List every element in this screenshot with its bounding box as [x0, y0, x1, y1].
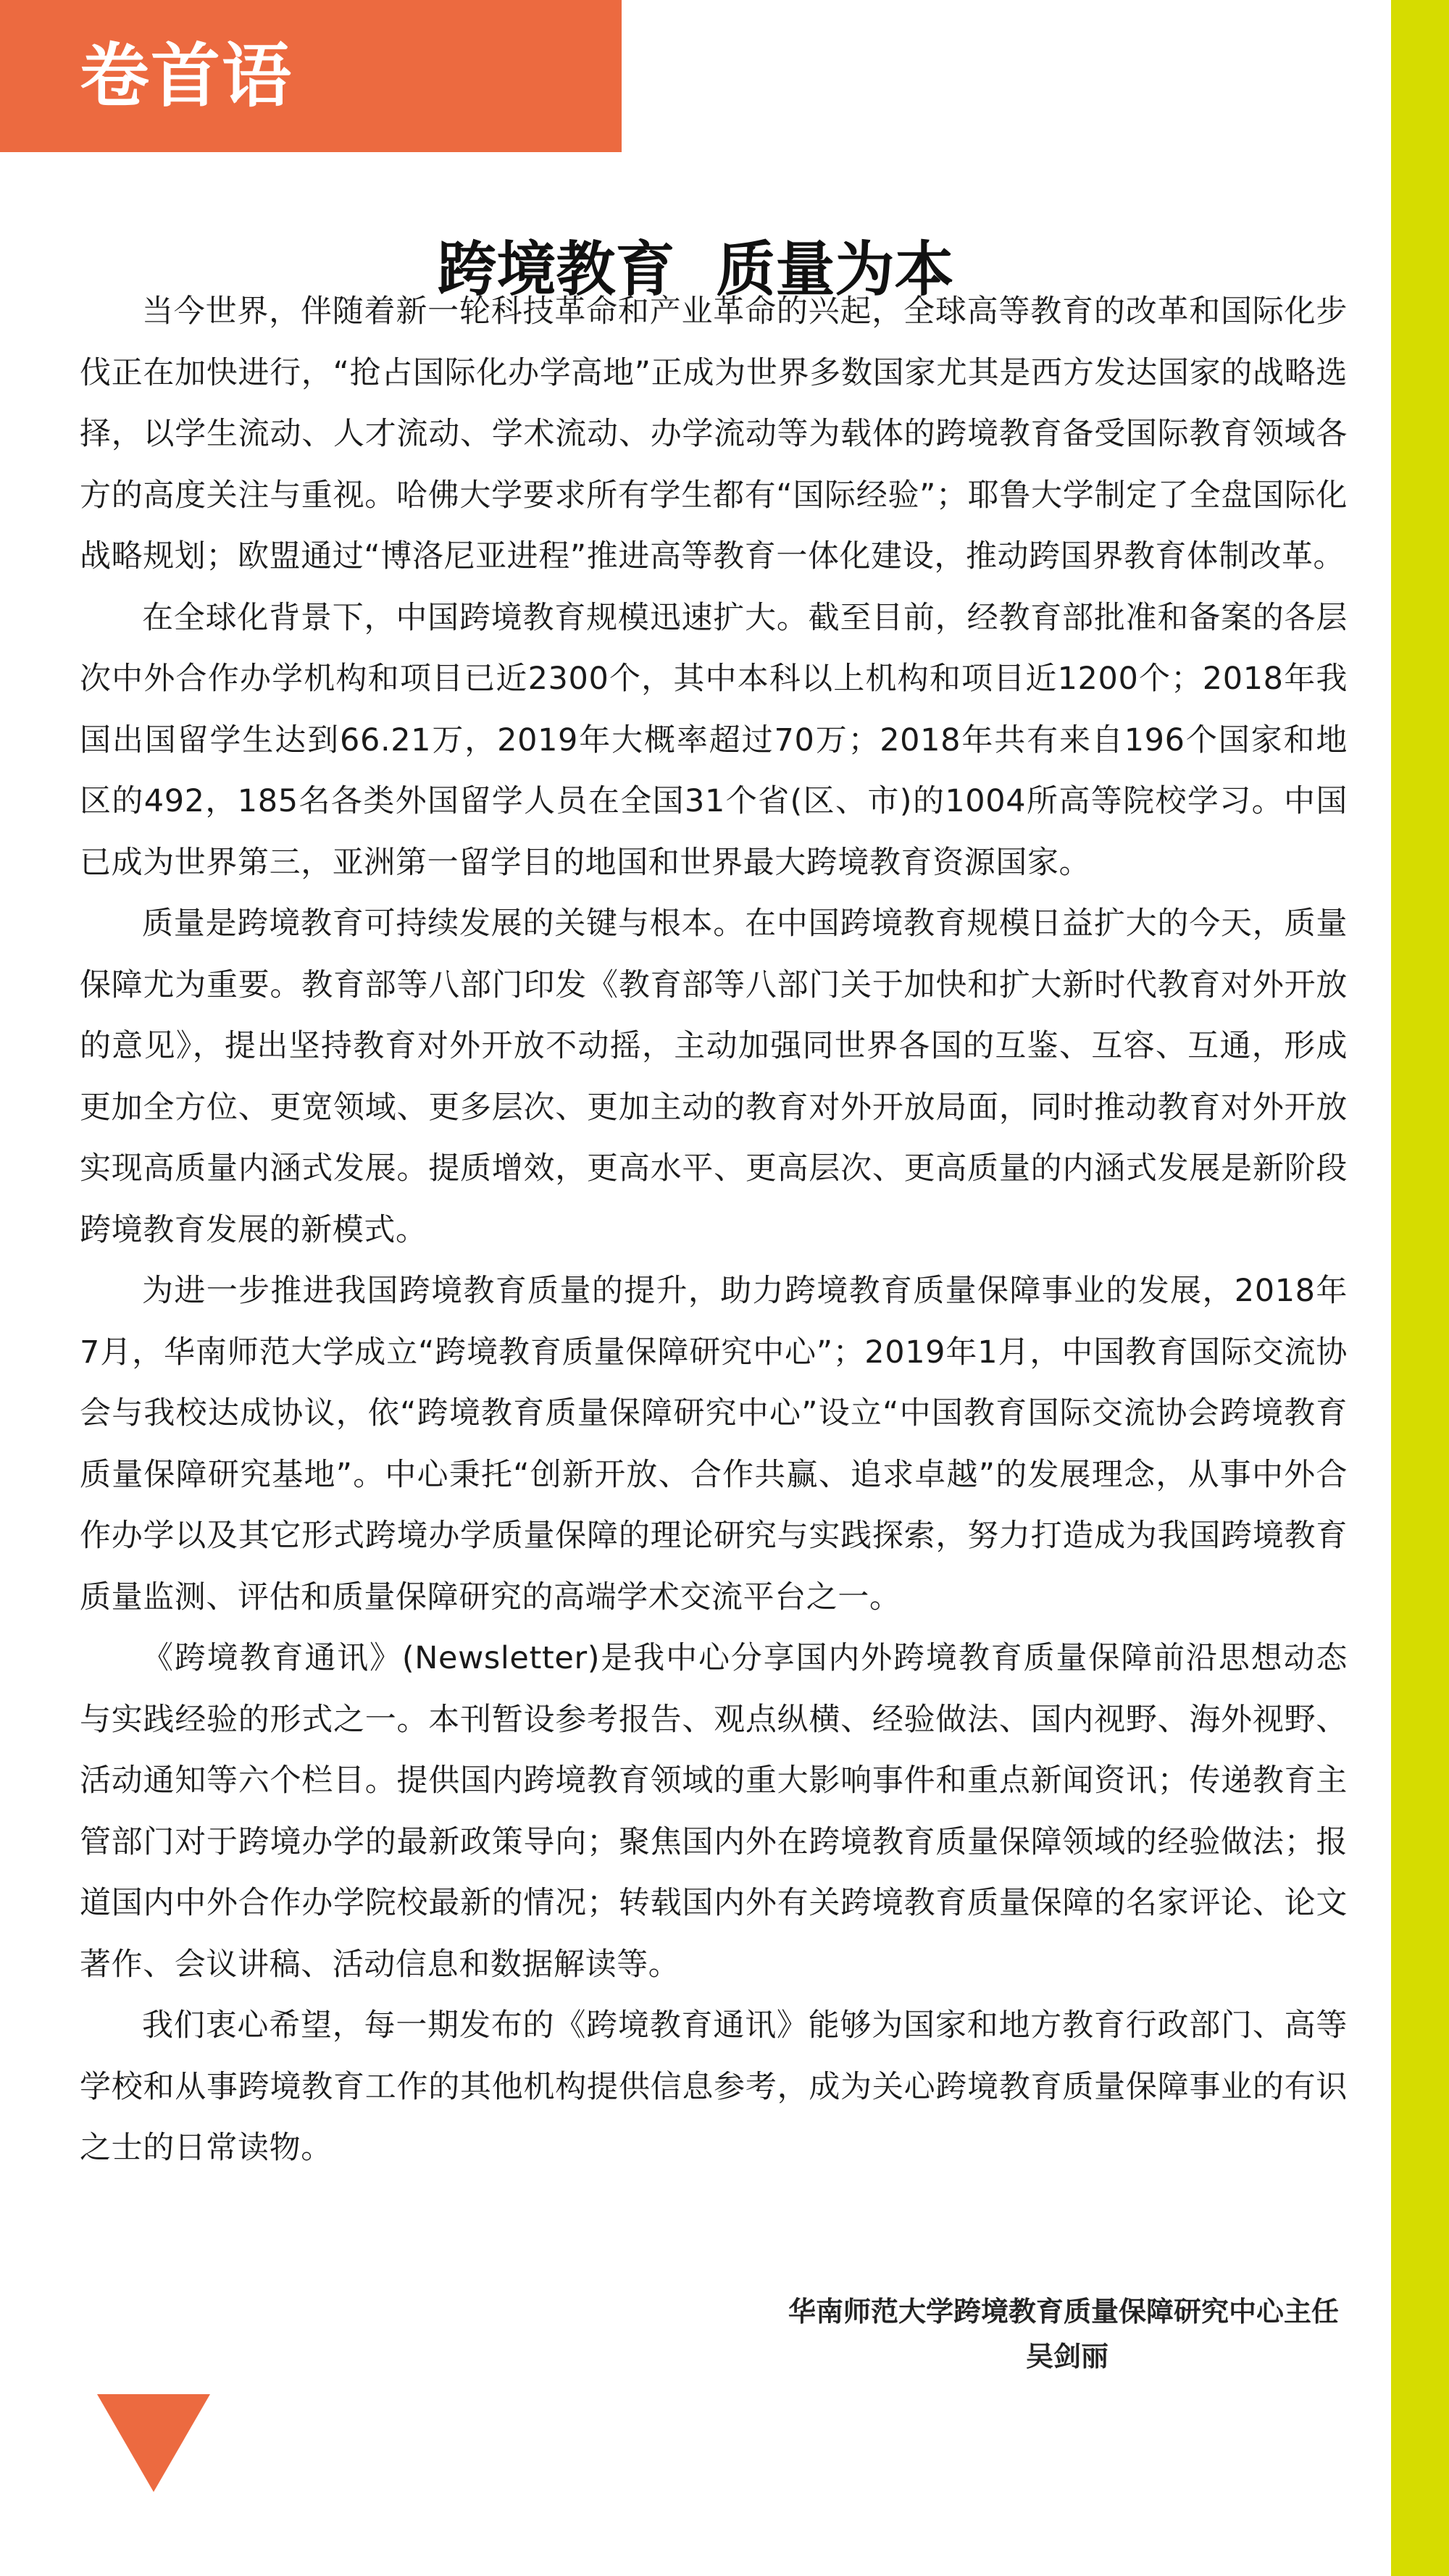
paragraph-2: 在全球化背景下，中国跨境教育规模迅速扩大。截至目前，经教育部批准和备案的各层次中外合作办学机构和项目已近2300个，其中本科以上机构和项目近1200个；2018年我国出国留学生达到66.21万，2019年大概率超过70万；2018年共有来自196个国家和地区的492，185名各类外国留学人员在全国31个省(区、市)的1004所高等院校学习。中国已成为世界第三，亚洲第一留学目的地国和世界最大跨境教育资源国家。 [80, 599, 1348, 881]
paragraph-6: 我们衷心希望，每一期发布的《跨境教育通讯》能够为国家和地方教育行政部门、高等学校和从事跨境教育工作的其他机构提供信息参考，成为关心跨境教育质量保障事业的有识之士的日常读物。 [80, 2007, 1348, 2166]
paragraph-3: 质量是跨境教育可持续发展的关键与根本。在中国跨境教育规模日益扩大的今天，质量保障尤为重要。教育部等八部门印发《教育部等八部门关于加快和扩大新时代教育对外开放的意见》，提出坚持教育对外开放不动摇，主动加强同世界各国的互鉴、互容、互通，形成更加全方位、更宽领域、更多层次、更加主动的教育对外开放局面，同时推动教育对外开放实现高质量内涵式发展。提质增效，更高水平、更高层次、更高质量的内涵式发展是新阶段跨境教育发展的新模式。 [80, 906, 1348, 1248]
paragraph-1: 当今世界，伴随着新一轮科技革命和产业革命的兴起，全球高等教育的改革和国际化步伐正在加快进行，“抢占国际化办学高地”正成为世界多数国家尤其是西方发达国家的战略选择，以学生流动、人才流动、学术流动、办学流动等为载体的跨境教育备受国际教育领域各方的高度关注与重视。哈佛大学要求所有学生都有“国际经验”；耶鲁大学制定了全盘国际化战略规划；欧盟通过“博洛尼亚进程”推进高等教育一体化建设，推动跨国界教育体制改革。 [80, 293, 1348, 574]
article-body [80, 281, 1348, 2179]
paragraph-5: 《跨境教育通讯》(Newsletter)是我中心分享国内外跨境教育质量保障前沿思想动态与实践经验的形式之一。本刊暂设参考报告、观点纵横、经验做法、国内视野、海外视野、活动通知等六个栏目。提供国内跨境教育领域的重大影响事件和重点新闻资讯；传递教育主管部门对于跨境办学的最新政策导向；聚焦国内外在跨境教育质量保障领域的经验做法；报道国内中外合作办学院校最新的情况；转载国内外有关跨境教育质量保障的名家评论、论文著作、会议讲稿、活动信息和数据解读等。 [80, 1640, 1348, 1983]
section-tab [0, 0, 622, 152]
signature-title: 华南师范大学跨境教育质量保障研究中心主任 [788, 2296, 1339, 2328]
paragraph-4: 为进一步推进我国跨境教育质量的提升，助力跨境教育质量保障事业的发展，2018年7月，华南师范大学成立“跨境教育质量保障研究中心”；2019年1月，中国教育国际交流协会与我校达成协议，依“跨境教育质量保障研究中心”设立“中国教育国际交流协会跨境教育质量保障研究基地”。中心秉托“创新开放、合作共赢、追求卓越”的发展理念，从事中外合作办学以及其它形式跨境办学质量保障的理论研究与实践探索，努力打造成为我国跨境教育质量监测、评估和质量保障研究的高端学术交流平台之一。 [80, 1273, 1348, 1615]
signature-block [469, 2289, 1339, 2379]
section-tab-label: 卷首语 [80, 35, 293, 117]
down-triangle-icon [97, 2394, 210, 2492]
page-title: 跨境教育 质量为本 [437, 234, 954, 304]
signature-name: 吴剑丽 [1025, 2341, 1108, 2372]
side-accent-bar [1391, 0, 1449, 2576]
